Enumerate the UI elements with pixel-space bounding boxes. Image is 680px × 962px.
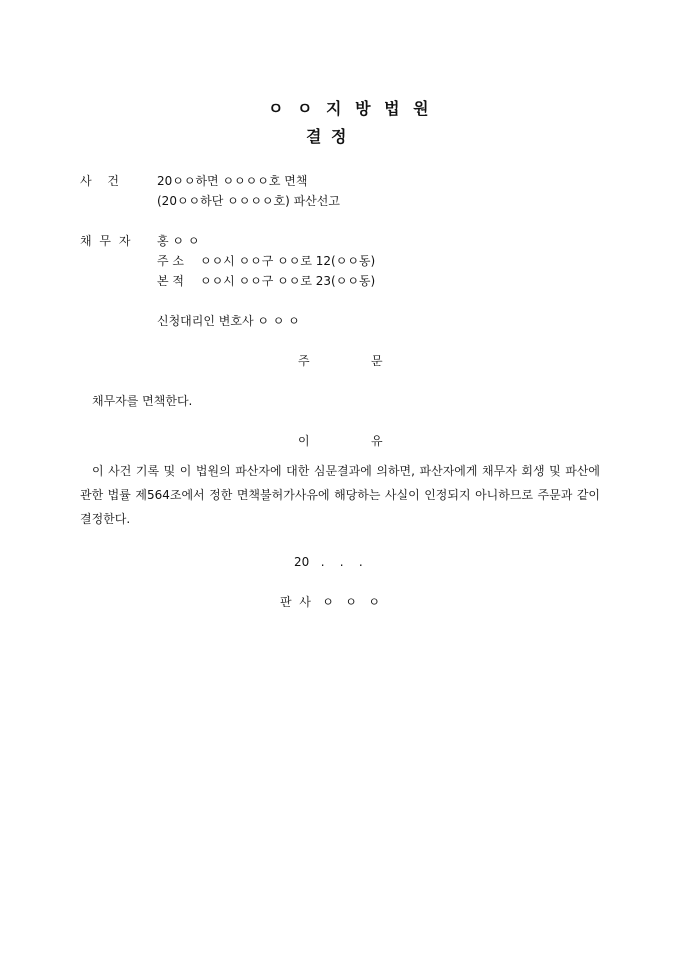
debtor-address: ㅇㅇ시 ㅇㅇ구 ㅇㅇ로 12(ㅇㅇ동) xyxy=(200,254,376,268)
decision-date: 20 . . . xyxy=(294,555,363,569)
reason-text: 이 사건 기록 및 이 법원의 파산자에 대한 심문결과에 의하면, 파산자에게 채무자 회생 및 파산에 관한 법률 제564조에서 정한 면책불허가사유에 해당하는 사실이 인정되지 아니하므로 주문과 같이 결정한다. xyxy=(80,464,600,526)
case-number: 20ㅇㅇ하면 ㅇㅇㅇㅇ호 면책 xyxy=(157,174,308,188)
court-name: ㅇ ㅇ 지 방 법 원 xyxy=(268,99,433,118)
document-title: 결 정 xyxy=(306,127,349,146)
debtor-registry: ㅇㅇ시 ㅇㅇ구 ㅇㅇ로 23(ㅇㅇ동) xyxy=(200,274,376,288)
order-heading-left: 주 xyxy=(298,354,310,368)
reason-heading-left: 이 xyxy=(298,434,310,448)
debtor-name: 홍 ㅇ ㅇ xyxy=(157,234,200,248)
attorney: 신청대리인 변호사 ㅇ ㅇ ㅇ xyxy=(157,314,300,328)
case-label: 사 건 xyxy=(80,174,125,188)
order-heading-right: 문 xyxy=(371,354,383,368)
debtor-label: 채 무 자 xyxy=(80,234,133,248)
case-number-related: (20ㅇㅇ하단 ㅇㅇㅇㅇ호) 파산선고 xyxy=(157,194,340,208)
judge-signature: 판 사 ㅇ ㅇ ㅇ xyxy=(280,595,380,609)
address-label: 주 소 xyxy=(157,254,184,268)
registry-label: 본 적 xyxy=(157,274,184,288)
order-text: 채무자를 면책한다. xyxy=(92,394,193,408)
reason-heading-right: 유 xyxy=(371,434,383,448)
